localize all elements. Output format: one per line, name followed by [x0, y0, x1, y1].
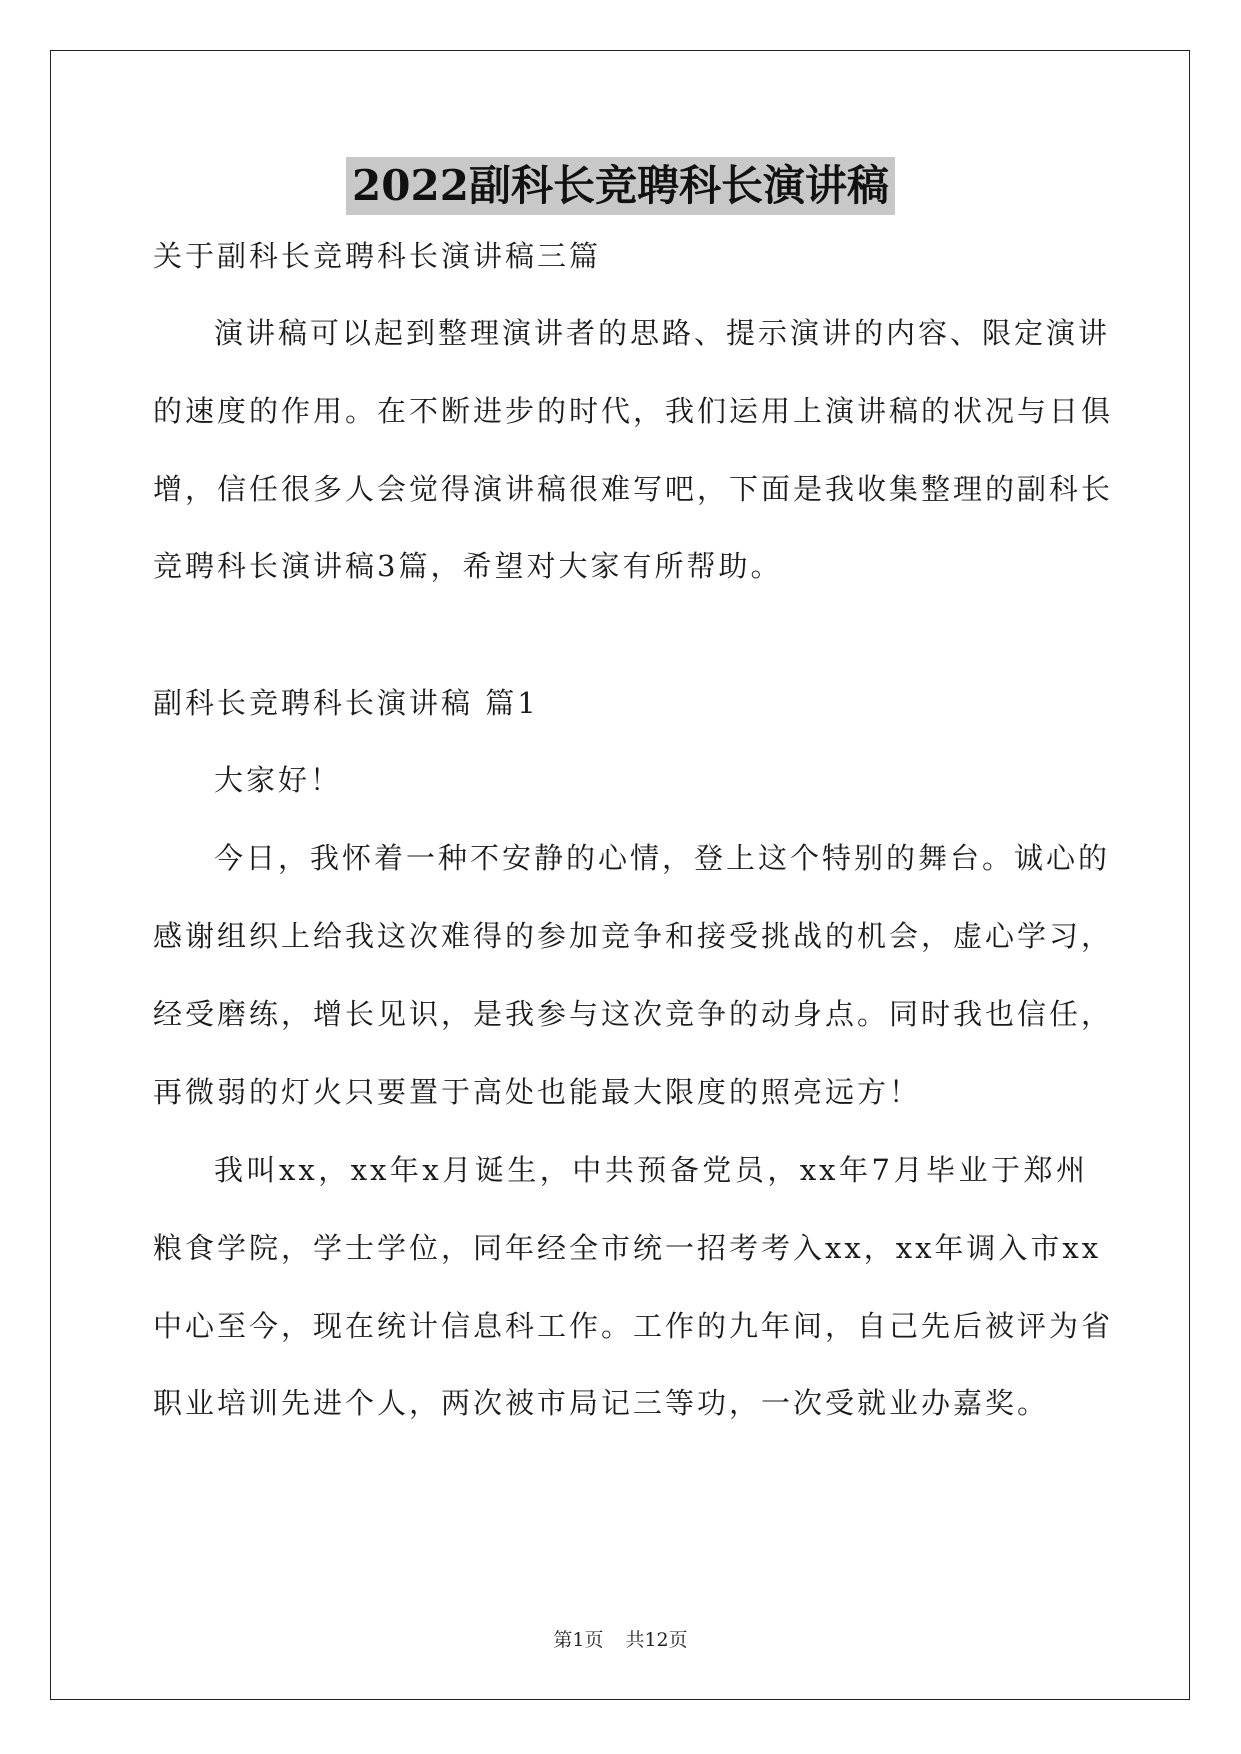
page-footer: [0, 1628, 1241, 1652]
para1-line-2: 感谢组织上给我这次难得的参加竞争和接受挑战的机会，虚心学习，: [153, 919, 1114, 953]
para1-line-4: 再微弱的灯火只要置于高处也能最大限度的照亮远方！: [153, 1075, 922, 1109]
page-total: 共12页: [625, 1629, 688, 1651]
para2-line-4: 职业培训先进个人，两次被市局记三等功，一次受就业办嘉奖。: [153, 1386, 1050, 1420]
intro-line-3: 增，信任很多人会觉得演讲稿很难写吧，下面是我收集整理的副科长: [153, 472, 1114, 506]
para2-line-1: 我叫xx，xx年x月诞生，中共预备党员，xx年7月毕业于郑州: [214, 1153, 1088, 1187]
para2-line-2: 粮食学院，学士学位，同年经全市统一招考考入xx，xx年调入市xx: [153, 1231, 1102, 1265]
intro-line-1: 演讲稿可以起到整理演讲者的思路、提示演讲的内容、限定演讲: [214, 316, 1111, 350]
title-container: [0, 157, 1241, 215]
para1-line-1: 今日，我怀着一种不安静的心情，登上这个特别的舞台。诚心的: [214, 841, 1111, 875]
para1-line-3: 经受磨练，增长见识，是我参与这次竞争的动身点。同时我也信任，: [153, 997, 1114, 1031]
page-number: 第1页: [553, 1629, 604, 1651]
intro-line-2: 的速度的作用。在不断进步的时代，我们运用上演讲稿的状况与日俱: [153, 394, 1114, 428]
greeting: 大家好！: [214, 763, 343, 797]
section-heading: 副科长竞聘科长演讲稿 篇1: [153, 686, 539, 720]
intro-line-4: 竞聘科长演讲稿3篇，希望对大家有所帮助。: [153, 549, 783, 583]
document-subtitle: 关于副科长竞聘科长演讲稿三篇: [153, 239, 602, 273]
document-title: 2022副科长竞聘科长演讲稿: [346, 157, 895, 215]
para2-line-3: 中心至今，现在统计信息科工作。工作的九年间，自己先后被评为省: [153, 1309, 1114, 1343]
